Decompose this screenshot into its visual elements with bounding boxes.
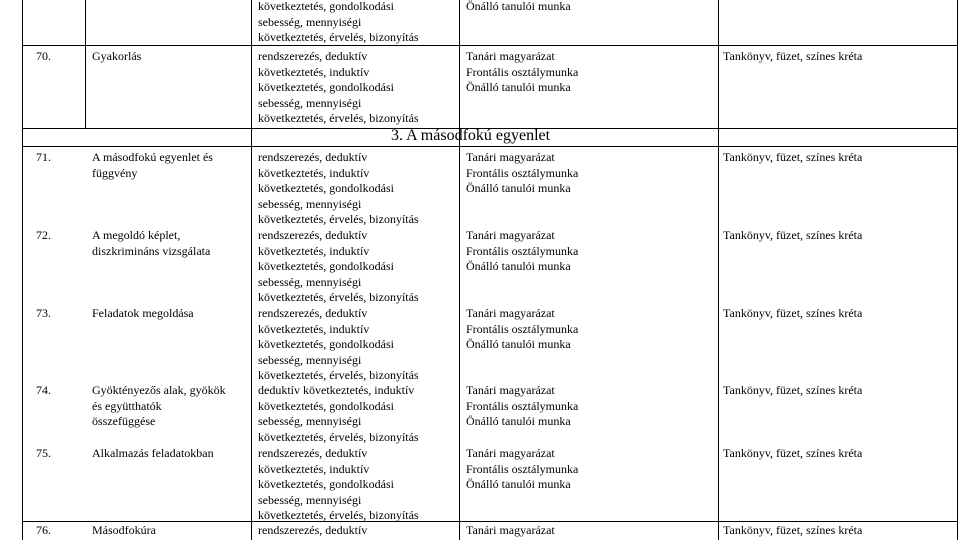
row-76-skills: rendszerezés, deduktív	[258, 523, 368, 537]
grid-line-row70-top	[22, 45, 958, 46]
grid-line-left	[22, 0, 23, 540]
row-71-number: 71.	[36, 150, 51, 164]
row-72-number: 72.	[36, 228, 51, 242]
grid-line-col5	[718, 0, 719, 540]
row-75-tools: Tankönyv, füzet, színes kréta	[723, 446, 863, 460]
row-72-tools: Tankönyv, füzet, színes kréta	[723, 228, 863, 242]
row-73-tools: Tankönyv, füzet, színes kréta	[723, 306, 863, 320]
row-76-number: 76.	[36, 523, 51, 537]
row-70-tools: Tankönyv, füzet, színes kréta	[723, 49, 863, 63]
row-73-methods: Tanári magyarázat Frontális osztálymunka Önálló tanulói munka	[466, 306, 579, 352]
row-76-topic: Másodfokúra	[92, 523, 156, 537]
row-75-topic: Alkalmazás feladatokban	[92, 446, 214, 460]
row-74-number: 74.	[36, 383, 51, 397]
top-row-methods: Önálló tanulói munka	[466, 0, 571, 13]
row-73-skills: rendszerezés, deduktív következtetés, induktív következtetés, gondolkodási sebesség, mennyiségi következtetés, érvelés, bizonyítás	[258, 306, 419, 383]
row-70-skills: rendszerezés, deduktív következtetés, induktív következtetés, gondolkodási sebesség, mennyiségi következtetés, érvelés, bizonyítás	[258, 49, 419, 126]
row-75-methods: Tanári magyarázat Frontális osztálymunka Önálló tanulói munka	[466, 446, 579, 492]
row-70-number: 70.	[36, 49, 51, 63]
grid-line-col4	[459, 0, 460, 540]
row-71-methods: Tanári magyarázat Frontális osztálymunka Önálló tanulói munka	[466, 150, 579, 196]
row-74-skills: deduktív következtetés, induktív következtetés, gondolkodási sebesség, mennyiségi következtetés, érvelés, bizonyítás	[258, 383, 419, 444]
row-71-tools: Tankönyv, füzet, színes kréta	[723, 150, 863, 164]
grid-line-bottom	[22, 521, 958, 522]
grid-line-col2	[85, 0, 86, 129]
row-73-topic: Feladatok megoldása	[92, 306, 194, 320]
row-72-methods: Tanári magyarázat Frontális osztálymunka Önálló tanulói munka	[466, 228, 579, 274]
grid-line-heading-bottom	[22, 146, 958, 147]
row-75-skills: rendszerezés, deduktív következtetés, induktív következtetés, gondolkodási sebesség, mennyiségi következtetés, érvelés, bizonyítás	[258, 446, 419, 523]
row-72-skills: rendszerezés, deduktív következtetés, induktív következtetés, gondolkodási sebesség, mennyiségi következtetés, érvelés, bizonyítás	[258, 228, 419, 305]
row-70-methods: Tanári magyarázat Frontális osztálymunka Önálló tanulói munka	[466, 49, 579, 95]
grid-line-right	[957, 0, 958, 540]
row-71-topic: A másodfokú egyenlet és függvény	[92, 150, 213, 180]
top-row-skills: következtetés, gondolkodási sebesség, mennyiségi következtetés, érvelés, bizonyítás	[258, 0, 419, 45]
row-70-topic: Gyakorlás	[92, 49, 142, 63]
grid-line-col3	[251, 0, 252, 540]
row-71-skills: rendszerezés, deduktív következtetés, induktív következtetés, gondolkodási sebesség, mennyiségi következtetés, érvelés, bizonyítás	[258, 150, 419, 227]
row-72-topic: A megoldó képlet, diszkrimináns vizsgálata	[92, 228, 211, 258]
row-74-topic: Gyöktényezős alak, gyökök és együtthatók összefüggése	[92, 383, 226, 429]
row-75-number: 75.	[36, 446, 51, 460]
row-76-methods: Tanári magyarázat	[466, 523, 555, 537]
row-73-number: 73.	[36, 306, 51, 320]
row-74-tools: Tankönyv, füzet, színes kréta	[723, 383, 863, 397]
section-heading: 3. A másodfokú egyenlet	[391, 127, 551, 144]
row-74-methods: Tanári magyarázat Frontális osztálymunka Önálló tanulói munka	[466, 383, 579, 429]
row-76-tools: Tankönyv, füzet, színes kréta	[723, 523, 863, 537]
